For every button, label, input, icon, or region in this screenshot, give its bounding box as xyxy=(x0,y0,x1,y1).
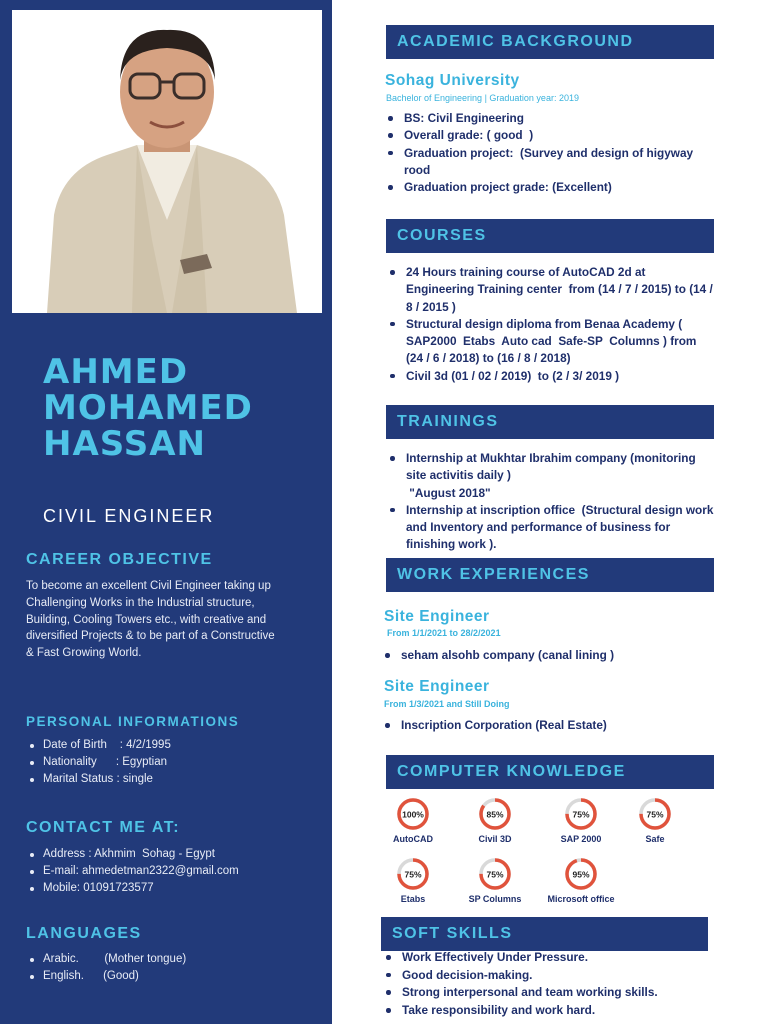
contact-heading: CONTACT ME AT: xyxy=(26,819,181,836)
contact-address: Address : Akhmim Sohag - Egypt xyxy=(26,846,239,863)
profile-photo xyxy=(12,10,322,313)
skill-percent: 100% xyxy=(402,809,424,820)
personal-info-heading: PERSONAL INFORMATIONS xyxy=(26,714,240,729)
skill-name: SP Columns xyxy=(468,894,522,904)
name-line-1: AHMED xyxy=(43,352,189,392)
contact-mobile[interactable]: Mobile: 01091723577 xyxy=(26,880,239,897)
job-period-1: From 1/1/2021 to 28/2/2021 xyxy=(387,628,501,638)
skill-name: AutoCAD xyxy=(393,834,433,844)
personal-info-item: Date of Birth : 4/2/1995 xyxy=(26,737,171,754)
skill-name: Safe xyxy=(645,834,665,844)
name-line-2: MOHAMED xyxy=(43,388,253,428)
computer-heading: COMPUTER KNOWLEDGE xyxy=(386,755,714,789)
profile-photo-image xyxy=(12,10,322,313)
contact-list xyxy=(26,846,239,897)
skill-ring xyxy=(564,857,598,891)
academic-item: Graduation project: (Survey and design of higyway rood xyxy=(384,145,704,180)
skill-percent: 75% xyxy=(646,809,664,820)
skill-percent: 75% xyxy=(572,809,590,820)
skill-ring xyxy=(478,797,512,831)
skill-microsoft-office xyxy=(546,857,616,905)
candidate-name xyxy=(43,354,253,462)
soft-skill-item: Good decision-making. xyxy=(382,967,712,985)
university-name: Sohag University xyxy=(385,72,520,89)
skill-name: Civil 3D xyxy=(478,834,512,844)
course-item: 24 Hours training course of AutoCAD 2d at Engineering Training center from (14 / 7 / 2015) to (14 / 8 / 2015 ) xyxy=(386,264,714,316)
language-item: Arabic. (Mother tongue) xyxy=(26,951,186,968)
courses-heading: COURSES xyxy=(386,219,714,253)
training-item: Internship at inscription office (Structural design work and Inventory and performance of business for finishing work ). xyxy=(386,502,714,554)
skill-safe xyxy=(620,797,690,845)
soft-skills-list xyxy=(382,949,712,1020)
trainings-heading: TRAININGS xyxy=(386,405,714,439)
name-line-3: HASSAN xyxy=(43,424,206,464)
course-item: Civil 3d (01 / 02 / 2019) to (2 / 3/ 2019 ) xyxy=(386,368,714,385)
skill-civil-3d xyxy=(460,797,530,845)
skill-percent: 95% xyxy=(572,869,590,880)
degree-subtitle: Bachelor of Engineering | Graduation year: 2019 xyxy=(386,93,579,103)
career-objective-text: To become an excellent Civil Engineer taking up Challenging Works in the Industrial structure, Building, Cooling Towers etc., with creative and diversified Projects & to be part of a Constructive & Fast Growing World. xyxy=(26,580,275,660)
personal-info-item: Marital Status : single xyxy=(26,771,171,788)
skill-name: Microsoft office xyxy=(547,894,615,904)
academic-list xyxy=(384,110,704,196)
skill-sp-columns xyxy=(460,857,530,905)
languages-list xyxy=(26,951,186,985)
skill-name: SAP 2000 xyxy=(560,834,602,844)
trainings-list xyxy=(386,450,717,554)
language-item: English. (Good) xyxy=(26,968,186,985)
job-title-2: Site Engineer xyxy=(384,678,490,695)
skill-ring xyxy=(638,797,672,831)
job-list-2 xyxy=(381,717,711,734)
soft-skill-item: Take responsibility and work hard. xyxy=(382,1002,712,1020)
work-heading: WORK EXPERIENCES xyxy=(386,558,714,592)
job-item: Inscription Corporation (Real Estate) xyxy=(381,717,711,734)
job-list-1 xyxy=(381,647,711,664)
soft-skills-heading: SOFT SKILLS xyxy=(381,917,708,951)
academic-item: Graduation project grade: (Excellent) xyxy=(384,179,704,196)
job-title: CIVIL ENGINEER xyxy=(43,506,215,526)
courses-list xyxy=(386,264,717,385)
course-item: Structural design diploma from Benaa Academy ( SAP2000 Etabs Auto cad Safe-SP Columns ) from (24 / 6 / 2018) to (16 / 8 / 2018) xyxy=(386,316,714,368)
skill-ring xyxy=(396,797,430,831)
soft-skill-item: Work Effectively Under Pressure. xyxy=(382,949,712,967)
academic-heading: ACADEMIC BACKGROUND xyxy=(386,25,714,59)
skill-sap-2000 xyxy=(546,797,616,845)
skill-ring xyxy=(564,797,598,831)
job-period-2: From 1/3/2021 and Still Doing xyxy=(384,699,510,709)
personal-info-list xyxy=(26,737,171,788)
skill-ring xyxy=(396,857,430,891)
skill-autocad xyxy=(378,797,448,845)
academic-item: BS: Civil Engineering xyxy=(384,110,704,127)
job-item: seham alsohb company (canal lining ) xyxy=(381,647,711,664)
skill-percent: 75% xyxy=(404,869,422,880)
contact-email[interactable]: E-mail: ahmedetman2322@gmail.com xyxy=(26,863,239,880)
skill-etabs xyxy=(378,857,448,905)
languages-heading: LANGUAGES xyxy=(26,925,142,942)
career-objective-heading: CAREER OBJECTIVE xyxy=(26,551,213,568)
skill-percent: 85% xyxy=(486,809,504,820)
soft-skill-item: Strong interpersonal and team working skills. xyxy=(382,984,712,1002)
academic-item: Overall grade: ( good ) xyxy=(384,127,704,144)
personal-info-item: Nationality : Egyptian xyxy=(26,754,171,771)
job-title-1: Site Engineer xyxy=(384,608,490,625)
training-item: Internship at Mukhtar Ibrahim company (monitoring site activitis daily ) "August 2018" xyxy=(386,450,714,502)
skill-name: Etabs xyxy=(400,894,426,904)
skill-percent: 75% xyxy=(486,869,504,880)
skill-ring xyxy=(478,857,512,891)
